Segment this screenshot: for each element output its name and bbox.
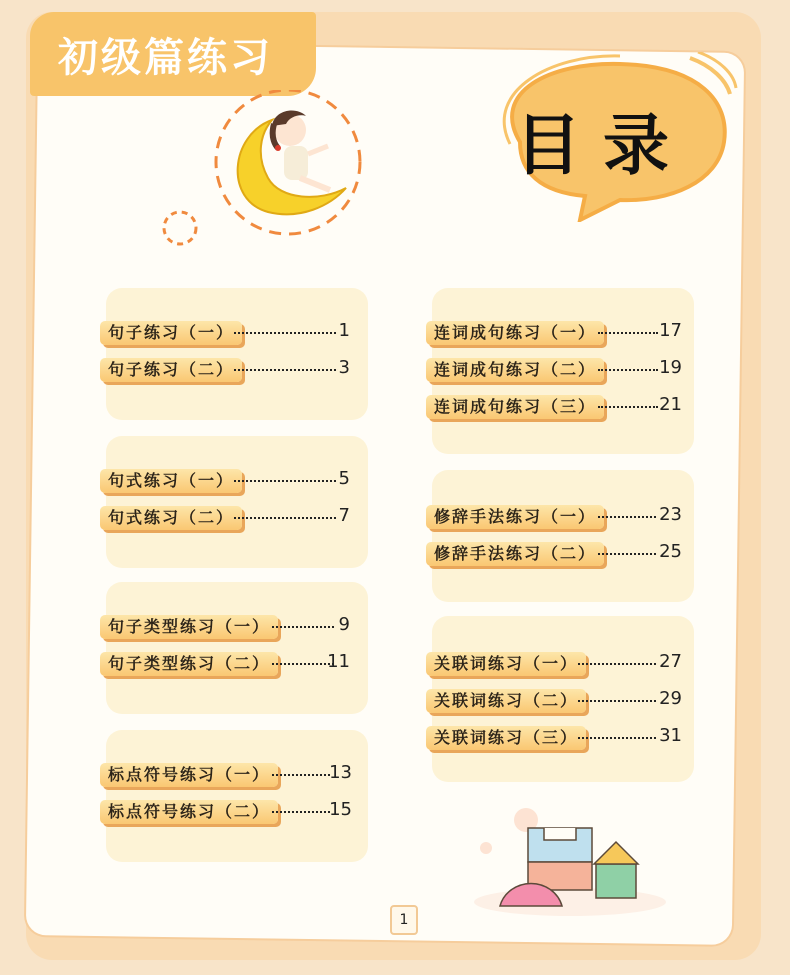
page-title: 目录 (515, 106, 691, 184)
toc-entry-page: 5 (338, 468, 350, 489)
toc-entry-title: 修辞手法练习（一） (426, 505, 604, 529)
toc-entry-page: 17 (659, 320, 682, 341)
toc-entry[interactable] (100, 797, 356, 827)
toc-entry-page: 23 (659, 504, 682, 525)
toc-entry-page: 11 (327, 651, 350, 672)
toc-entry-page: 27 (659, 651, 682, 672)
toc-group-left-1 (106, 288, 368, 420)
toc-entry-title: 关联词练习（三） (426, 726, 586, 750)
toc-entry[interactable] (100, 318, 356, 348)
toc-entry[interactable] (426, 392, 684, 422)
toc-entry-page: 31 (659, 725, 682, 746)
toc-entry-title: 句子练习（一） (100, 321, 242, 345)
toc-leader-dots (598, 332, 658, 334)
girl-on-moon-icon (160, 90, 370, 250)
toc-entry-title: 修辞手法练习（二） (426, 542, 604, 566)
toc-entry[interactable] (100, 760, 356, 790)
toc-leader-dots (598, 553, 656, 555)
toc-leader-dots (598, 406, 658, 408)
toc-entry-page: 9 (338, 614, 350, 635)
toc-entry-page: 3 (338, 357, 350, 378)
toc-entry-page: 19 (659, 357, 682, 378)
toc-entry[interactable] (426, 355, 684, 385)
toc-entry-title: 关联词练习（二） (426, 689, 586, 713)
toc-entry-page: 13 (329, 762, 352, 783)
toc-leader-dots (578, 737, 656, 739)
toc-entry-title: 句子类型练习（一） (100, 615, 278, 639)
toc-entry[interactable] (426, 649, 684, 679)
toc-entry-title: 连词成句练习（三） (426, 395, 604, 419)
toc-leader-dots (598, 516, 656, 518)
toc-entry[interactable] (100, 503, 356, 533)
toc-entry-title: 标点符号练习（一） (100, 763, 278, 787)
toc-entry-page: 25 (659, 541, 682, 562)
toc-entry[interactable] (100, 466, 356, 496)
toc-leader-dots (598, 369, 658, 371)
toc-entry-title: 句式练习（一） (100, 469, 242, 493)
toc-group-left-3 (106, 582, 368, 714)
toc-entry[interactable] (426, 723, 684, 753)
toc-group-left-4 (106, 730, 368, 862)
toc-leader-dots (578, 700, 656, 702)
toc-entry-title: 连词成句练习（二） (426, 358, 604, 382)
toc-entry-title: 标点符号练习（二） (100, 800, 278, 824)
toc-entry-page: 1 (338, 320, 350, 341)
toc-group-right-2 (432, 470, 694, 602)
level-tab (30, 12, 316, 96)
toc-entry[interactable] (100, 612, 356, 642)
level-label: 初级篇练习 (58, 34, 273, 81)
toc-entry-title: 句子类型练习（二） (100, 652, 278, 676)
toc-entry-title: 关联词练习（一） (426, 652, 586, 676)
toc-entry-page: 7 (338, 505, 350, 526)
toc-entry-page: 15 (329, 799, 352, 820)
toc-leader-dots (578, 663, 656, 665)
toc-entry[interactable] (426, 686, 684, 716)
toc-entry[interactable] (426, 502, 684, 532)
toc-entry-title: 句式练习（二） (100, 506, 242, 530)
toc-entry[interactable] (426, 539, 684, 569)
toc-entry[interactable] (426, 318, 684, 348)
toc-entry-page: 21 (659, 394, 682, 415)
toc-entry[interactable] (100, 649, 356, 679)
toc-group-left-2 (106, 436, 368, 568)
toc-entry-title: 连词成句练习（一） (426, 321, 604, 345)
toc-entry[interactable] (100, 355, 356, 385)
toc-entry-page: 29 (659, 688, 682, 709)
toy-blocks-icon (470, 808, 670, 920)
toc-entry-title: 句子练习（二） (100, 358, 242, 382)
page-number: 1 (390, 905, 418, 935)
